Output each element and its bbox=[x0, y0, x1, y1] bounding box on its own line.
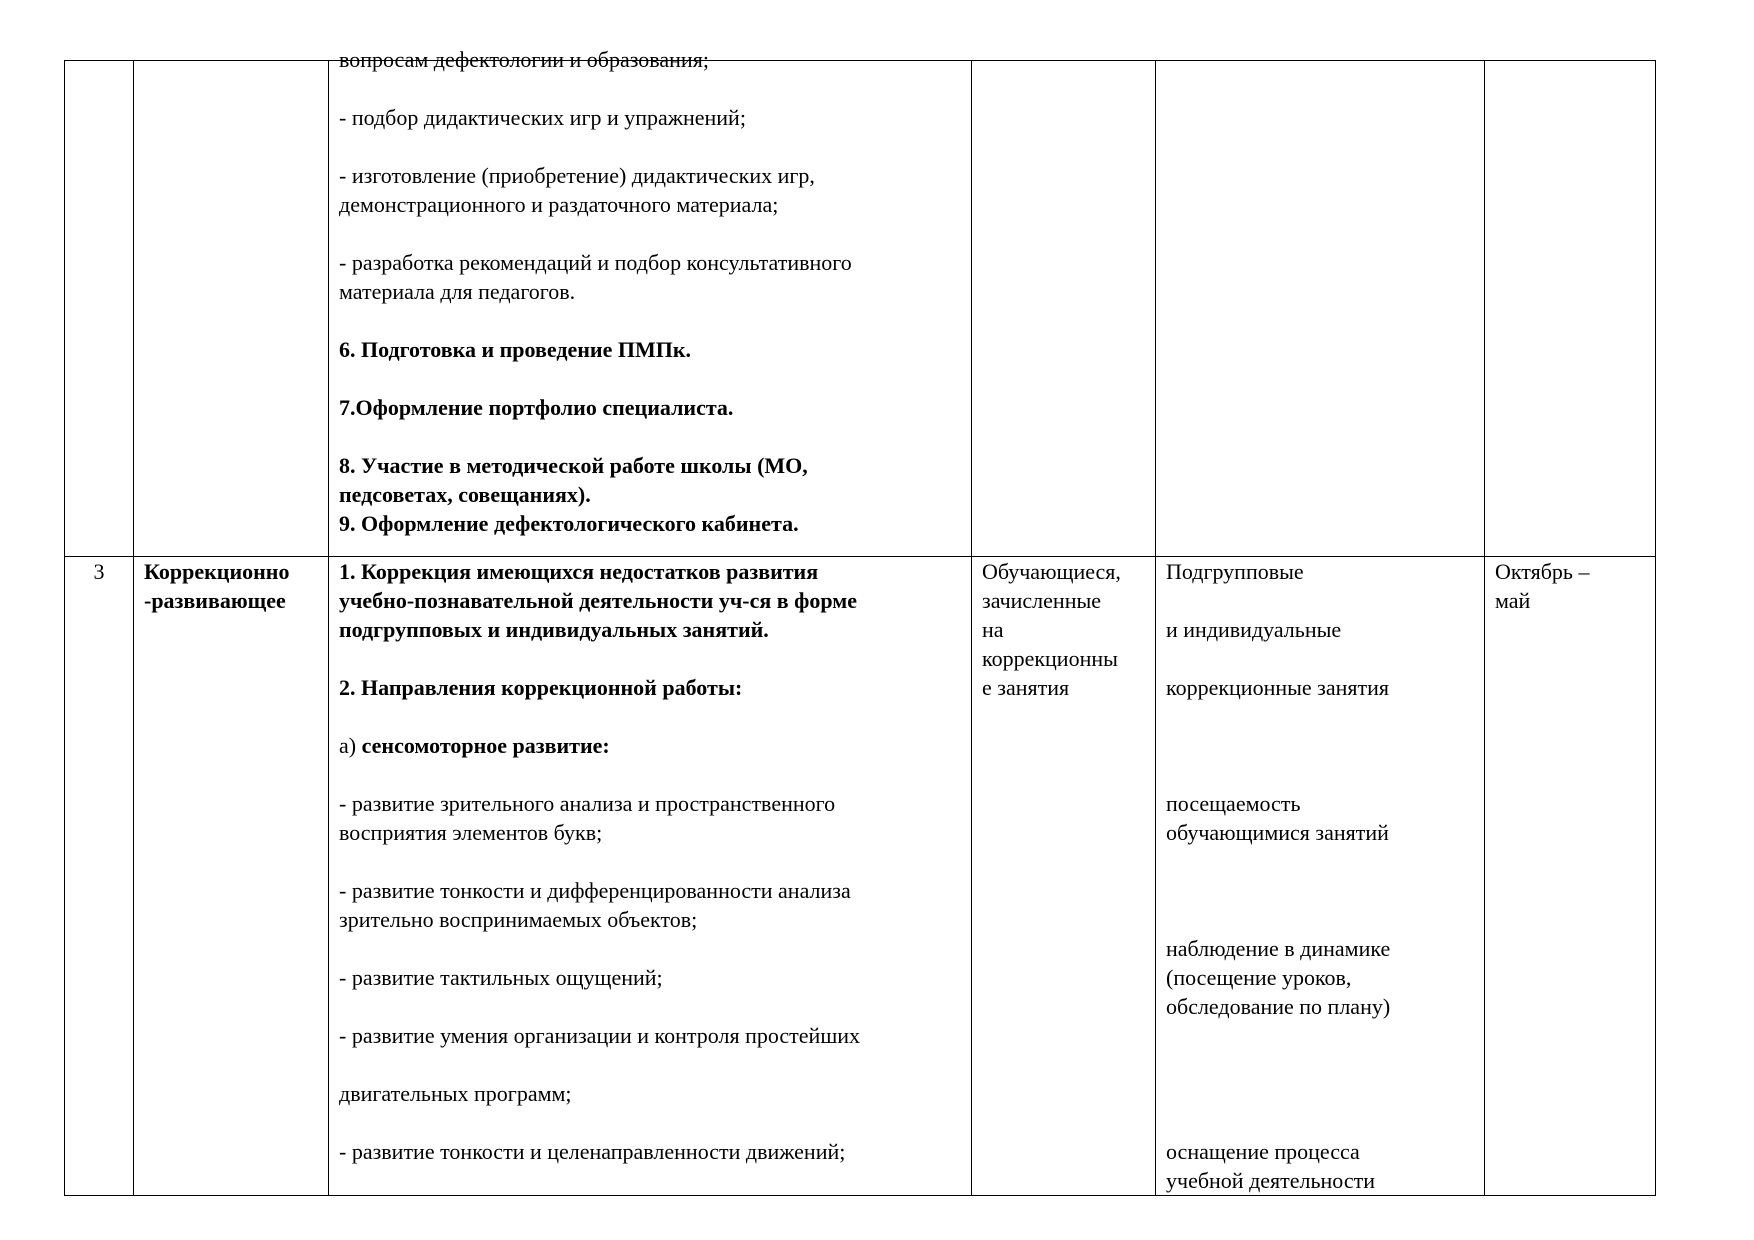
content-line bbox=[339, 702, 961, 731]
forms-line bbox=[1166, 905, 1474, 934]
forms-line bbox=[1166, 586, 1474, 615]
text-line: - развитие тонкости и дифференцированности анализа bbox=[339, 878, 851, 903]
content-line bbox=[339, 992, 961, 1021]
participants-line bbox=[982, 673, 1145, 702]
content-line bbox=[339, 1021, 961, 1050]
content-line bbox=[339, 422, 961, 451]
forms-line bbox=[1166, 1079, 1474, 1108]
content-line bbox=[339, 1137, 961, 1166]
content-line bbox=[339, 451, 961, 480]
timing-label: Октябрь – bbox=[1495, 559, 1590, 584]
text-line: сенсомоторное развитие: bbox=[361, 733, 610, 758]
forms-line bbox=[1166, 644, 1474, 673]
text-line: 1. Коррекция имеющихся недостатков развития bbox=[339, 559, 819, 584]
content-line bbox=[339, 963, 961, 992]
text-line: наблюдение в динамике bbox=[1166, 936, 1391, 961]
text-line: на bbox=[982, 617, 1004, 642]
text-line: Обучающиеся, bbox=[982, 559, 1121, 584]
content-line bbox=[339, 190, 961, 219]
direction-label: -развивающее bbox=[144, 588, 286, 613]
forms-line bbox=[1166, 1108, 1474, 1137]
text-line: обследование по плану) bbox=[1166, 994, 1391, 1019]
participants-cell bbox=[972, 61, 1156, 557]
text-line: 8. Участие в методической работе школы (МО, bbox=[339, 453, 808, 478]
table-row bbox=[65, 557, 1656, 1196]
content-cell bbox=[329, 557, 972, 1196]
forms-line bbox=[1166, 1050, 1474, 1079]
text-line: зрительно воспринимаемых объектов; bbox=[339, 907, 698, 932]
content-line bbox=[339, 905, 961, 934]
text-line: 2. Направления коррекционной работы: bbox=[339, 675, 743, 700]
text-line: - изготовление (приобретение) дидактических игр, bbox=[339, 163, 815, 188]
text-line: е занятия bbox=[982, 675, 1070, 700]
text-line: оснащение процесса bbox=[1166, 1139, 1360, 1164]
forms-line bbox=[1166, 847, 1474, 876]
participants-line bbox=[982, 557, 1145, 586]
table-row bbox=[65, 61, 1656, 557]
text-line: Подгрупповые bbox=[1166, 559, 1304, 584]
forms-line bbox=[1166, 1021, 1474, 1050]
content-line bbox=[339, 74, 961, 103]
text-line: материала для педагогов. bbox=[339, 279, 576, 304]
text-line: - развитие тактильных ощущений; bbox=[339, 965, 663, 990]
forms-line bbox=[1166, 615, 1474, 644]
content-line bbox=[339, 760, 961, 789]
forms-line bbox=[1166, 673, 1474, 702]
content-cell bbox=[329, 47, 972, 557]
content-line bbox=[339, 103, 961, 132]
text-line: подгрупповых и индивидуальных занятий. bbox=[339, 617, 769, 642]
content-line bbox=[339, 509, 961, 538]
forms-cell bbox=[1156, 61, 1485, 557]
text-line: - развитие умения организации и контроля простейших bbox=[339, 1023, 861, 1048]
content-line bbox=[339, 1050, 961, 1079]
forms-line bbox=[1166, 818, 1474, 847]
timing-cell bbox=[1485, 557, 1656, 1196]
content-line bbox=[339, 557, 961, 586]
text-line: учебной деятельности bbox=[1166, 1168, 1376, 1193]
content-line bbox=[339, 306, 961, 335]
content-line bbox=[339, 586, 961, 615]
text-line: 6. Подготовка и проведение ПМПк. bbox=[339, 337, 692, 362]
forms-line bbox=[1166, 963, 1474, 992]
content-text bbox=[339, 557, 961, 1166]
content-line bbox=[339, 615, 961, 644]
content-line bbox=[339, 219, 961, 248]
text-line: - развитие тонкости и целенаправленности движений; bbox=[339, 1139, 846, 1164]
work-plan-table bbox=[64, 47, 1656, 1196]
participants-line bbox=[982, 615, 1145, 644]
content-line bbox=[339, 161, 961, 190]
content-line bbox=[339, 1079, 961, 1108]
text-line: двигательных программ; bbox=[339, 1081, 572, 1106]
content-line bbox=[339, 1108, 961, 1137]
text-line: вопросам дефектологии и образования; bbox=[339, 47, 709, 72]
content-line bbox=[339, 277, 961, 306]
content-line bbox=[339, 847, 961, 876]
list-prefix: а) bbox=[339, 733, 362, 758]
content-line bbox=[339, 934, 961, 963]
direction-label: Коррекционно bbox=[144, 559, 290, 584]
participants-text bbox=[982, 557, 1145, 702]
participants-line bbox=[982, 644, 1145, 673]
timing-cell bbox=[1485, 61, 1656, 557]
timing-label: май bbox=[1495, 588, 1531, 613]
content-line bbox=[339, 335, 961, 364]
text-line: посещаемость bbox=[1166, 791, 1301, 816]
row-number: 3 bbox=[93, 559, 105, 584]
text-line: коррекционные занятия bbox=[1166, 675, 1390, 700]
participants-cell bbox=[972, 557, 1156, 1196]
content-line bbox=[339, 132, 961, 161]
content-line bbox=[339, 673, 961, 702]
content-line bbox=[339, 364, 961, 393]
text-line: обучающимися занятий bbox=[1166, 820, 1389, 845]
content-line bbox=[339, 876, 961, 905]
participants-line bbox=[982, 586, 1145, 615]
forms-line bbox=[1166, 760, 1474, 789]
content-line bbox=[339, 818, 961, 847]
direction-cell bbox=[134, 557, 329, 1196]
number-cell bbox=[65, 557, 134, 1196]
direction-cell bbox=[134, 61, 329, 557]
content-line bbox=[339, 480, 961, 509]
text-line: 7.Оформление портфолио специалиста. bbox=[339, 395, 734, 420]
content-line bbox=[339, 789, 961, 818]
content-line bbox=[339, 393, 961, 422]
forms-line bbox=[1166, 934, 1474, 963]
text-line: (посещение уроков, bbox=[1166, 965, 1352, 990]
forms-text bbox=[1166, 557, 1474, 1195]
forms-line bbox=[1166, 1137, 1474, 1166]
text-line: - подбор дидактических игр и упражнений; bbox=[339, 105, 746, 130]
forms-line bbox=[1166, 992, 1474, 1021]
forms-line bbox=[1166, 731, 1474, 760]
text-line: зачисленные bbox=[982, 588, 1102, 613]
forms-line bbox=[1166, 702, 1474, 731]
content-line bbox=[339, 731, 961, 760]
text-line: педсоветах, совещаниях). bbox=[339, 482, 591, 507]
text-line: 9. Оформление дефектологического кабинета. bbox=[339, 511, 799, 536]
forms-line bbox=[1166, 557, 1474, 586]
text-line: восприятия элементов букв; bbox=[339, 820, 603, 845]
forms-line bbox=[1166, 789, 1474, 818]
text-line: - разработка рекомендаций и подбор консультативного bbox=[339, 250, 852, 275]
content-text bbox=[339, 45, 961, 538]
number-cell bbox=[65, 61, 134, 557]
content-line bbox=[339, 644, 961, 673]
content-line bbox=[339, 248, 961, 277]
forms-cell bbox=[1156, 557, 1485, 1196]
forms-line bbox=[1166, 876, 1474, 905]
text-line: коррекционны bbox=[982, 646, 1118, 671]
forms-line bbox=[1166, 1166, 1474, 1195]
text-line: и индивидуальные bbox=[1166, 617, 1342, 642]
text-line: учебно-познавательной деятельности уч-ся в форме bbox=[339, 588, 857, 613]
content-line bbox=[339, 45, 961, 74]
text-line: - развитие зрительного анализа и пространственного bbox=[339, 791, 836, 816]
text-line: демонстрационного и раздаточного материала; bbox=[339, 192, 779, 217]
